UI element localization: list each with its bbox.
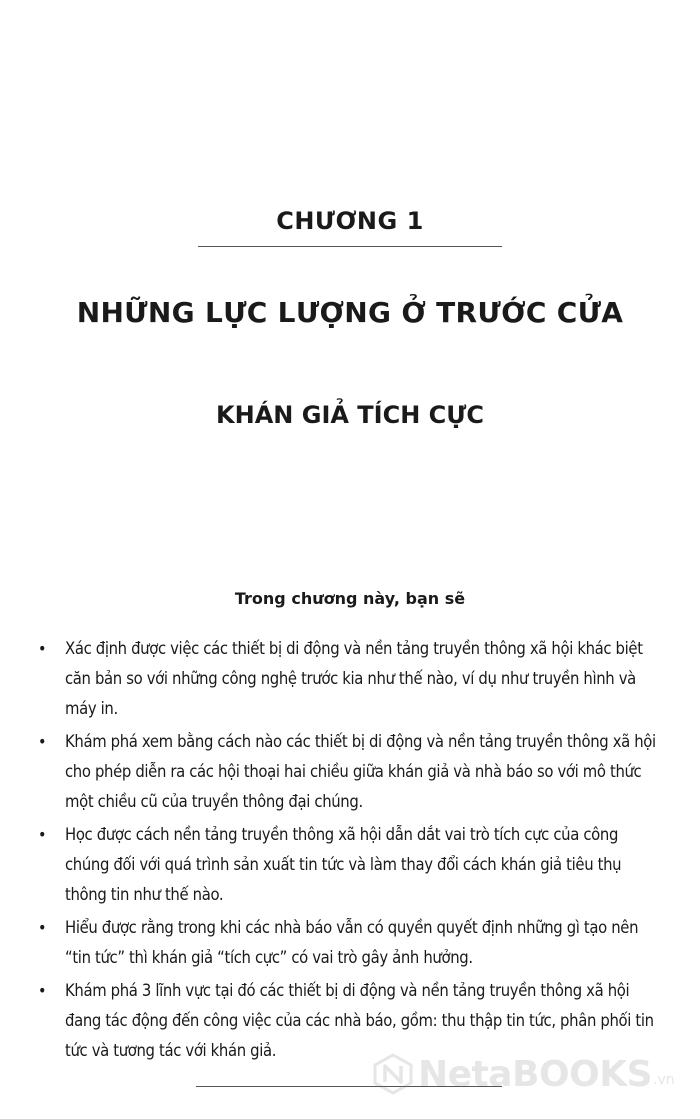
bullet-icon: •: [38, 732, 47, 751]
objectives-list: [38, 634, 663, 1069]
chapter-divider-top: [198, 246, 502, 247]
chapter-subtitle: KHÁN GIẢ TÍCH CỰC: [216, 401, 484, 429]
list-item-text: Xác định được việc các thiết bị di động và nền tảng truyền thông xã hội khác biệt căn bản so với những công nghệ trước kia như thế nào, ví dụ như truyền hình và máy in.: [65, 639, 643, 718]
bullet-icon: •: [38, 981, 47, 1000]
watermark-tld: .vn: [653, 1072, 675, 1088]
chapter-title: NHỮNG LỰC LƯỢNG Ở TRƯỚC CỬA: [76, 296, 624, 329]
chapter-label: CHƯƠNG 1: [276, 207, 424, 235]
list-item-text: Học được cách nền tảng truyền thông xã hội dẫn dắt vai trò tích cực của công chúng đối với quá trình sản xuất tin tức và làm thay đổi cách khán giả tiêu thụ thông tin như thế nào.: [65, 825, 622, 904]
watermark-text: NetaBOOKS: [418, 1053, 653, 1095]
objectives-intro: Trong chương này, bạn sẽ: [234, 589, 466, 608]
netabooks-watermark: [372, 1052, 675, 1096]
list-item: [38, 727, 663, 817]
list-item: [38, 820, 663, 910]
bullet-icon: •: [38, 825, 47, 844]
list-item-text: Hiểu được rằng trong khi các nhà báo vẫn có quyền quyết định những gì tạo nên “tin tức” thì khán giả “tích cực” có vai trò gây ảnh hưởng.: [65, 918, 639, 967]
list-item-text: Khám phá xem bằng cách nào các thiết bị di động và nền tảng truyền thông xã hội cho phép diễn ra các hội thoại hai chiều giữa khán giả và nhà báo so với mô thức một chiều cũ của truyền thông đại chúng.: [65, 732, 656, 811]
list-item: [38, 634, 663, 724]
list-item: [38, 913, 663, 973]
bullet-icon: •: [38, 918, 47, 937]
list-item-text: Khám phá 3 lĩnh vực tại đó các thiết bị di động và nền tảng truyền thông xã hội đang tác động đến công việc của các nhà báo, gồm: thu thập tin tức, phân phối tin tức và tương tác với khán giả.: [65, 981, 654, 1060]
netabooks-logo-icon: [372, 1053, 414, 1095]
bullet-icon: •: [38, 639, 47, 658]
